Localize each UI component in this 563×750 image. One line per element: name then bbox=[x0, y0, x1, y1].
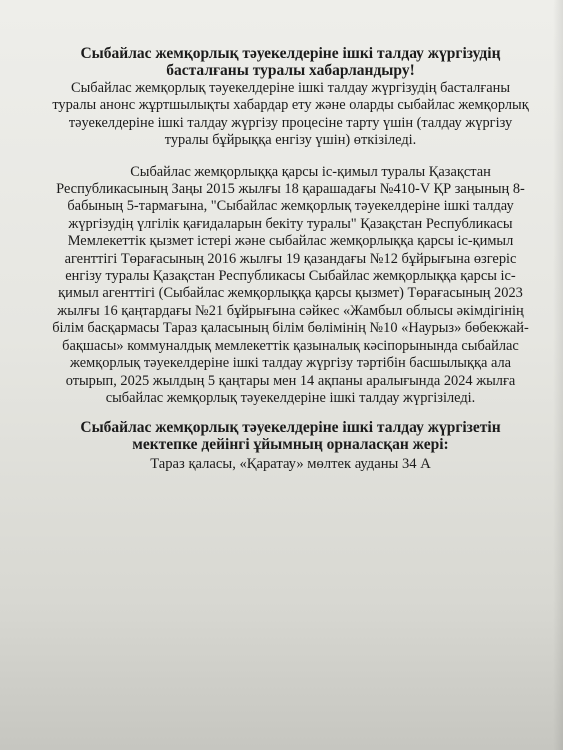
location-heading: Сыбайлас жемқорлық тәуекелдеріне ішкі талдау жүргізетін мектепке дейінгі ұйымның орналасқан жері: bbox=[80, 419, 501, 454]
body-paragraph: Сыбайлас жемқорлыққа қарсы іс-қимыл туралы Қазақстан Республикасының Заңы 2015 жылғы 18 қарашадағы №410-V ҚР заңының 8-бабының 5-тармағына, "Сыбайлас жемқорлық тәуекелдеріне ішкі талдау жүргізудің үлгілік қағидаларын бекіту туралы" Қазақстан Республикасы Мемлекеттік қызмет істері және сыбайлас жемқорлыққа қарсы іс-қимыл агенттігі Төрағасының 2016 жылғы 19 қазандағы №12 бұйрығына өзгеріс енгізу туралы Қазақстан Республикасы Сыбайлас жемқорлыққа қарсы іс-қимыл агенттігі (Сыбайлас жемқорлыққа қарсы қызмет) Төрағасының 2023 жылғы 16 қаңтардағы №21 бұйрығына сәйкес «Жамбыл облысы әкімдігінің білім басқармасы Тараз қаласының білім бөлімінің №10 «Наурыз» бөбекжай-бақшасы» коммуналдық мемлекеттік қазыналық кәсіпорынында сыбайлас жемқорлық тәуекелдеріне ішкі талдау жүргізу тәртібін басшылыққа ала отырып, 2025 жылдың 5 қаңтары мен 14 ақпаны аралығында 2024 жылға сыбайлас жемқорлық тәуекелдеріне ішкі талдау жүргізіледі. bbox=[52, 163, 529, 406]
page-edge-shadow bbox=[553, 0, 563, 750]
document-title: Сыбайлас жемқорлық тәуекелдеріне ішкі талдау жүргізудің басталғаны туралы хабарландыру! bbox=[80, 45, 501, 79]
address-line: Тараз қаласы, «Қаратау» мөлтек ауданы 34 А bbox=[150, 456, 431, 473]
intro-paragraph: Сыбайлас жемқорлық тәуекелдеріне ішкі талдау жүргізудің басталғаны туралы анонс жұртшылықты хабардар ету және оларды сыбайлас жемқорлық тәуекелдеріне ішкі талдау жүргізу процесіне тарту үшін (талдау жүргізу туралы бұйрыққа енгізу үшін) өткізіледі. bbox=[52, 80, 529, 149]
